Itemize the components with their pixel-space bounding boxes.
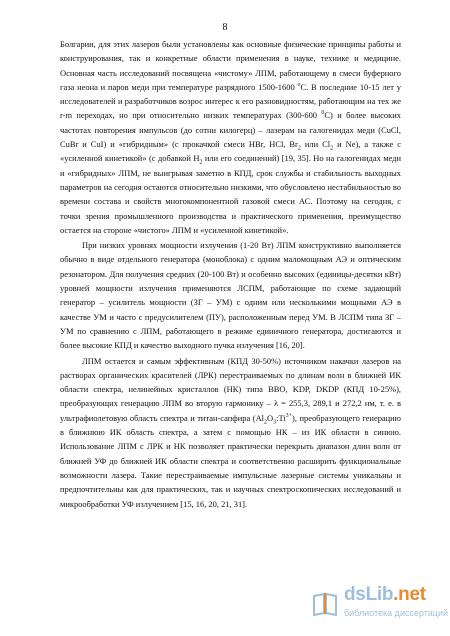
text-run: Болгарии, для этих лазеров были установлены как основные физические принципы работы и конструирования, так и конкретные области применения в науке, технике и медицине. Основная часть исследований посвящена «чистому» ЛПМ, работающему в смеси буферного газа неона и паров меди при температуре разрядного 1500-1600	[60, 39, 401, 92]
body-text	[60, 37, 401, 511]
watermark-tagline: библиотека диссертаций	[344, 608, 449, 618]
text-run: 3+	[285, 412, 293, 419]
text-run: :Ti	[276, 412, 286, 423]
text-run: или его соединений) [19, 35]. Но на галогенидах меди и «гибридных» ЛПМ, не выигрывая заметно в КПД, срок службы и стабильность выходных параметров на сегодня остаются относительно низкими, что обусловлено нестабильностью во времени состава и свойств многокомпонентной газовой смеси АС. Поэтому на сегодня, с точки зрения промышленного производства и практического применения, преимущество остается на стороне «чистого» ЛПМ и «усиленной кинетикой».	[60, 153, 401, 235]
watermark-site-name: dsLib	[344, 584, 394, 605]
book-logo-icon	[310, 589, 340, 619]
text-run: С) и более высоких частотах повторения импульсов (до сотни килогерц) – лазерам на галогенидах меди (CuCl, CuBr и CuI) и «гибридным» (с прокачкой смеси HBr, HCl, Br	[60, 110, 401, 150]
paragraph	[60, 354, 401, 511]
watermark-site-tld: .net	[393, 584, 426, 605]
text-run: 2	[199, 160, 203, 167]
page-number: 8	[222, 22, 228, 33]
text-run: 0	[321, 110, 325, 117]
text-run: 2	[330, 145, 334, 152]
text-run: 3	[273, 419, 277, 426]
text-run: ЛПМ остается и самым эффективным (КПД 30-50%) источником накачки лазеров на растворах органических красителей (ЛРК) перестраиваемых по длинам волн в ближней ИК области спектра, нелинейных кристаллов (НК) типа BBO, KDP, DKDP (КПД 10-25%), преобразующих генерацию ЛПМ во вторую гармонику – λ = 255,3, 289,1 и 272,2 нм, т. е. в ультрафиолетовую область спектра и титан-сапфира (Al	[60, 355, 401, 423]
paragraph	[60, 37, 401, 237]
paragraph	[60, 238, 401, 352]
site-watermark[interactable]	[310, 583, 450, 633]
text-run: С. В последние 10-15 лет у исследователей и разработчиков возрос интерес к его разновидностям, работающим на тех же r-m переходах, но при относительно низких температурах (300-600	[60, 81, 401, 121]
text-run: или Cl	[300, 139, 331, 150]
text-run: При низких уровнях мощности излучения (1-20 Вт) ЛПМ конструктивно выполняется обычно в виде отдельного генератора (моноблока) с одним маломощным АЭ и оптическим резонатором. Для получения средних (20-100 Вт) и особенно высоких (единицы-десятки кВт) уровней мощности излучения применяются ЛСПМ, работающие по схеме задающий генератор – усилитель мощности (ЗГ – УМ) с одним или несколькими мощными АЭ в качестве УМ и часто с предусилителем (ПУ), расположенным перед УМ. В ЛСПМ типа ЗГ – УМ по сравнению с ЛПМ, работающего в режиме единичного генератора, достигаются и более высокие КПД и качество выходного пучка излучения [16, 20].	[60, 240, 401, 351]
text-run: 2	[264, 419, 268, 426]
text-run: O	[267, 412, 274, 423]
text-run: o	[297, 82, 301, 89]
text-run: и Ne), а также с «усиленной кинетикой» (с добавкой H	[60, 139, 401, 164]
text-run: ), преобразующего генерацию в ближнюю ИК область спектра, а затем с помощью НК – из ИК области в синюю. Использование ЛПМ с ЛРК и НК позволяет практически перекрыть диапазон длин волн от ближней УФ до ближней ИК области спектра и соответственно расширить функциональные возможности лазера. Такие перестраиваемые импульсные лазерные системы уникальны и предпочтительны как для практических, так и научных спектроскопических исследований и микрообработки УФ излучением [15, 16, 20, 21, 31].	[60, 412, 401, 509]
watermark-title	[344, 584, 426, 606]
text-run: 2	[297, 145, 301, 152]
